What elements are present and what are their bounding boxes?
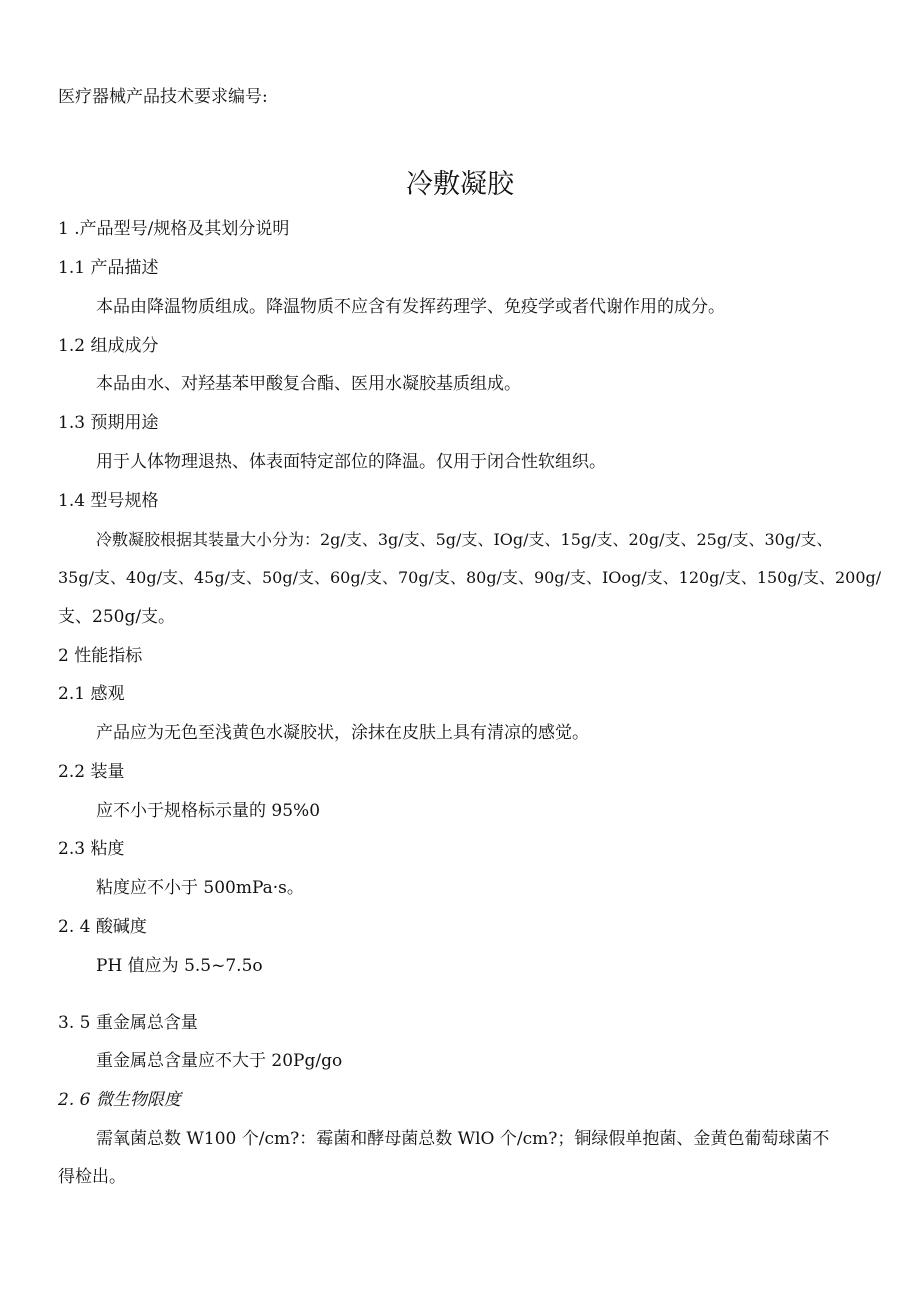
section-3-5-heading: 3. 5 重金属总含量 (58, 1013, 198, 1033)
page-title: 冷敷凝胶 (406, 169, 514, 200)
section-2-2-heading: 2.2 装量 (58, 762, 125, 782)
section-2-heading: 2 性能指标 (58, 646, 143, 666)
document-number-label: 医疗器械产品技术要求编号: (58, 87, 268, 107)
section-2-3-heading: 2.3 粘度 (58, 839, 125, 859)
section-1-2-heading: 1.2 组成成分 (58, 336, 159, 356)
section-1-4-text-line-3: 支、250g/支。 (58, 607, 176, 627)
section-1-1-heading: 1.1 产品描述 (58, 258, 159, 278)
section-1-4-text-line-2: 35g/支、40g/支、45g/支、50g/支、60g/支、70g/支、80g/支、90g/支、IOog/支、120g/支、150g/支、200g/ (58, 568, 882, 587)
section-3-5-text: 重金属总含量应不大于 20Pg/go (96, 1051, 343, 1071)
section-1-1-text: 本品由降温物质组成。降温物质不应含有发挥药理学、免疫学或者代谢作用的成分。 (96, 297, 725, 317)
section-2-6-heading: 2. 6 微生物限度 (58, 1090, 181, 1110)
section-1-4-text-line-1: 冷敷凝胶根据其装量大小分为：2g/支、3g/支、5g/支、IOg/支、15g/支、20g/支、25g/支、30g/支、 (96, 530, 833, 549)
section-2-1-heading: 2.1 感观 (58, 684, 125, 704)
section-2-4-text: PH 值应为 5.5~7.5o (96, 956, 263, 976)
section-1-3-heading: 1.3 预期用途 (58, 413, 159, 433)
section-2-6-text-line-1: 需氧菌总数 W100 个/cm?：霉菌和酵母菌总数 WlO 个/cm?；铜绿假单抱菌、金黄色葡萄球菌不 (96, 1129, 830, 1149)
section-2-6-text-line-2: 得检出。 (58, 1167, 126, 1187)
section-1-4-heading: 1.4 型号规格 (58, 491, 159, 511)
section-1-3-text: 用于人体物理退热、体表面特定部位的降温。仅用于闭合性软组织。 (96, 452, 606, 472)
section-2-1-text: 产品应为无色至浅黄色水凝胶状，涂抹在皮肤上具有清凉的感觉。 (96, 723, 589, 743)
section-1-heading: 1 .产品型号/规格及其划分说明 (58, 219, 290, 239)
section-1-2-text: 本品由水、对羟基苯甲酸复合酯、医用水凝胶基质组成。 (96, 374, 521, 394)
section-2-4-heading: 2. 4 酸碱度 (58, 917, 147, 937)
section-2-3-text: 粘度应不小于 500mPa·s。 (96, 878, 304, 898)
section-2-2-text: 应不小于规格标示量的 95%0 (96, 801, 321, 821)
